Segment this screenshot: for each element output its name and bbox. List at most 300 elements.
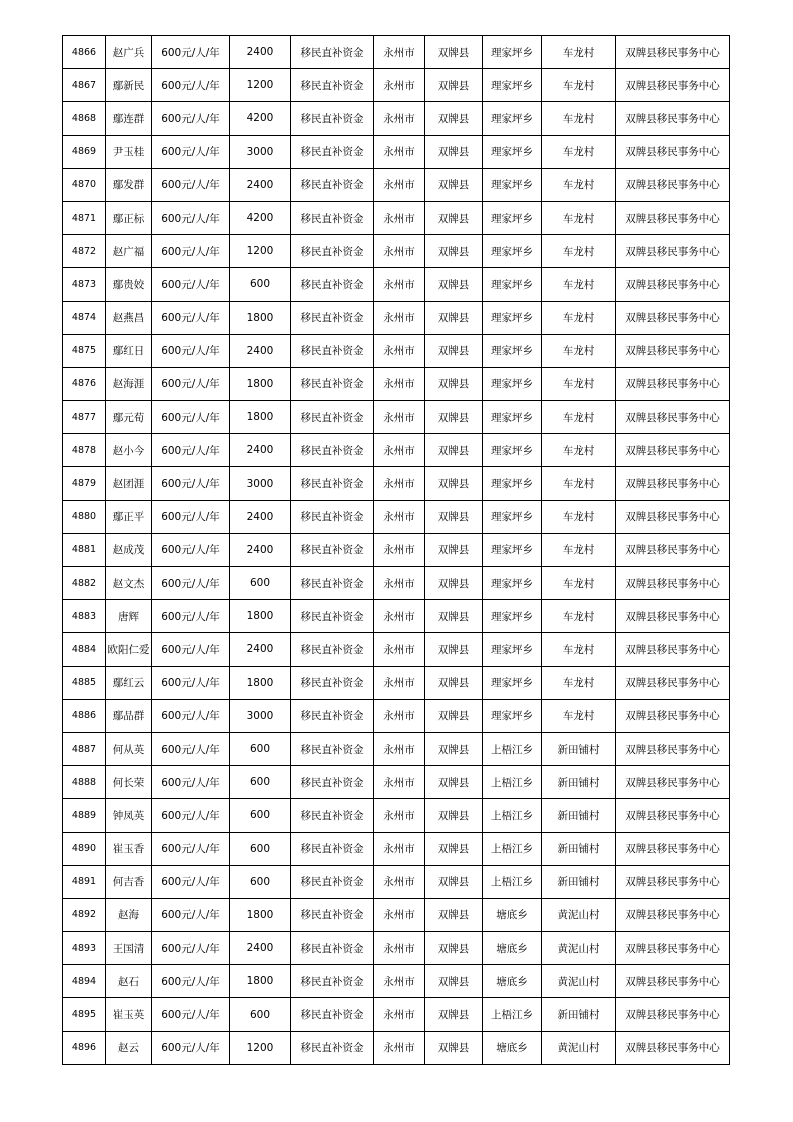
city-cell: 永州市 xyxy=(374,932,425,965)
city-cell: 永州市 xyxy=(374,533,425,566)
township-cell: 理家坪乡 xyxy=(483,334,542,367)
name-cell: 鄢连群 xyxy=(106,102,152,135)
township-cell: 理家坪乡 xyxy=(483,235,542,268)
township-cell: 上梧江乡 xyxy=(483,766,542,799)
table-row xyxy=(63,434,730,467)
village-cell: 新田铺村 xyxy=(542,832,616,865)
city-cell: 永州市 xyxy=(374,334,425,367)
fund-type-cell: 移民直补资金 xyxy=(291,865,374,898)
township-cell: 理家坪乡 xyxy=(483,367,542,400)
county-cell: 双牌县 xyxy=(425,633,483,666)
county-cell: 双牌县 xyxy=(425,932,483,965)
name-cell: 赵广兵 xyxy=(106,36,152,69)
amount-cell: 1800 xyxy=(230,965,291,998)
fund-type-cell: 移民直补资金 xyxy=(291,367,374,400)
table-row xyxy=(63,135,730,168)
amount-cell: 2400 xyxy=(230,500,291,533)
row-number-cell: 4879 xyxy=(63,467,106,500)
amount-cell: 600 xyxy=(230,732,291,765)
standard-cell: 600元/人/年 xyxy=(152,832,230,865)
name-cell: 赵燕昌 xyxy=(106,301,152,334)
name-cell: 何吉香 xyxy=(106,865,152,898)
amount-cell: 1800 xyxy=(230,401,291,434)
name-cell: 王国清 xyxy=(106,932,152,965)
name-cell: 欧阳仁爱 xyxy=(106,633,152,666)
name-cell: 鄢贵姣 xyxy=(106,268,152,301)
fund-type-cell: 移民直补资金 xyxy=(291,500,374,533)
amount-cell: 600 xyxy=(230,865,291,898)
agency-cell: 双牌县移民事务中心 xyxy=(616,500,730,533)
township-cell: 上梧江乡 xyxy=(483,998,542,1031)
county-cell: 双牌县 xyxy=(425,799,483,832)
agency-cell: 双牌县移民事务中心 xyxy=(616,600,730,633)
amount-cell: 600 xyxy=(230,268,291,301)
village-cell: 车龙村 xyxy=(542,633,616,666)
county-cell: 双牌县 xyxy=(425,766,483,799)
agency-cell: 双牌县移民事务中心 xyxy=(616,832,730,865)
village-cell: 车龙村 xyxy=(542,69,616,102)
fund-type-cell: 移民直补资金 xyxy=(291,135,374,168)
name-cell: 赵海 xyxy=(106,898,152,931)
agency-cell: 双牌县移民事务中心 xyxy=(616,533,730,566)
row-number-cell: 4880 xyxy=(63,500,106,533)
county-cell: 双牌县 xyxy=(425,367,483,400)
county-cell: 双牌县 xyxy=(425,434,483,467)
village-cell: 车龙村 xyxy=(542,367,616,400)
row-number-cell: 4884 xyxy=(63,633,106,666)
name-cell: 赵广福 xyxy=(106,235,152,268)
amount-cell: 1200 xyxy=(230,1031,291,1064)
table-row xyxy=(63,965,730,998)
fund-type-cell: 移民直补资金 xyxy=(291,666,374,699)
village-cell: 车龙村 xyxy=(542,434,616,467)
agency-cell: 双牌县移民事务中心 xyxy=(616,898,730,931)
name-cell: 赵文杰 xyxy=(106,567,152,600)
row-number-cell: 4874 xyxy=(63,301,106,334)
row-number-cell: 4873 xyxy=(63,268,106,301)
county-cell: 双牌县 xyxy=(425,865,483,898)
row-number-cell: 4896 xyxy=(63,1031,106,1064)
standard-cell: 600元/人/年 xyxy=(152,865,230,898)
name-cell: 鄢品群 xyxy=(106,699,152,732)
fund-type-cell: 移民直补资金 xyxy=(291,235,374,268)
township-cell: 上梧江乡 xyxy=(483,732,542,765)
city-cell: 永州市 xyxy=(374,36,425,69)
amount-cell: 2400 xyxy=(230,533,291,566)
standard-cell: 600元/人/年 xyxy=(152,1031,230,1064)
table-row xyxy=(63,367,730,400)
name-cell: 鄢红日 xyxy=(106,334,152,367)
fund-type-cell: 移民直补资金 xyxy=(291,268,374,301)
name-cell: 赵团涯 xyxy=(106,467,152,500)
village-cell: 车龙村 xyxy=(542,533,616,566)
standard-cell: 600元/人/年 xyxy=(152,201,230,234)
county-cell: 双牌县 xyxy=(425,500,483,533)
county-cell: 双牌县 xyxy=(425,268,483,301)
city-cell: 永州市 xyxy=(374,268,425,301)
row-number-cell: 4883 xyxy=(63,600,106,633)
table-row xyxy=(63,932,730,965)
city-cell: 永州市 xyxy=(374,699,425,732)
village-cell: 车龙村 xyxy=(542,699,616,732)
city-cell: 永州市 xyxy=(374,434,425,467)
county-cell: 双牌县 xyxy=(425,998,483,1031)
standard-cell: 600元/人/年 xyxy=(152,500,230,533)
fund-type-cell: 移民直补资金 xyxy=(291,732,374,765)
agency-cell: 双牌县移民事务中心 xyxy=(616,168,730,201)
township-cell: 理家坪乡 xyxy=(483,36,542,69)
township-cell: 理家坪乡 xyxy=(483,699,542,732)
fund-type-cell: 移民直补资金 xyxy=(291,699,374,732)
table-row xyxy=(63,467,730,500)
agency-cell: 双牌县移民事务中心 xyxy=(616,932,730,965)
table-row xyxy=(63,666,730,699)
standard-cell: 600元/人/年 xyxy=(152,367,230,400)
standard-cell: 600元/人/年 xyxy=(152,732,230,765)
name-cell: 鄢发群 xyxy=(106,168,152,201)
row-number-cell: 4885 xyxy=(63,666,106,699)
row-number-cell: 4888 xyxy=(63,766,106,799)
amount-cell: 1800 xyxy=(230,367,291,400)
fund-type-cell: 移民直补资金 xyxy=(291,600,374,633)
fund-type-cell: 移民直补资金 xyxy=(291,1031,374,1064)
township-cell: 塘底乡 xyxy=(483,932,542,965)
city-cell: 永州市 xyxy=(374,401,425,434)
city-cell: 永州市 xyxy=(374,102,425,135)
city-cell: 永州市 xyxy=(374,998,425,1031)
village-cell: 新田铺村 xyxy=(542,865,616,898)
table-row xyxy=(63,633,730,666)
fund-type-cell: 移民直补资金 xyxy=(291,434,374,467)
standard-cell: 600元/人/年 xyxy=(152,898,230,931)
village-cell: 黄泥山村 xyxy=(542,965,616,998)
row-number-cell: 4892 xyxy=(63,898,106,931)
township-cell: 理家坪乡 xyxy=(483,135,542,168)
standard-cell: 600元/人/年 xyxy=(152,168,230,201)
fund-type-cell: 移民直补资金 xyxy=(291,334,374,367)
row-number-cell: 4869 xyxy=(63,135,106,168)
township-cell: 塘底乡 xyxy=(483,1031,542,1064)
county-cell: 双牌县 xyxy=(425,69,483,102)
row-number-cell: 4866 xyxy=(63,36,106,69)
row-number-cell: 4871 xyxy=(63,201,106,234)
city-cell: 永州市 xyxy=(374,135,425,168)
standard-cell: 600元/人/年 xyxy=(152,766,230,799)
standard-cell: 600元/人/年 xyxy=(152,467,230,500)
village-cell: 黄泥山村 xyxy=(542,1031,616,1064)
table-row xyxy=(63,301,730,334)
fund-type-cell: 移民直补资金 xyxy=(291,932,374,965)
amount-cell: 1200 xyxy=(230,69,291,102)
standard-cell: 600元/人/年 xyxy=(152,567,230,600)
village-cell: 车龙村 xyxy=(542,102,616,135)
standard-cell: 600元/人/年 xyxy=(152,633,230,666)
standard-cell: 600元/人/年 xyxy=(152,932,230,965)
name-cell: 何长荣 xyxy=(106,766,152,799)
amount-cell: 1800 xyxy=(230,666,291,699)
county-cell: 双牌县 xyxy=(425,334,483,367)
township-cell: 理家坪乡 xyxy=(483,434,542,467)
table-row xyxy=(63,401,730,434)
table-row xyxy=(63,766,730,799)
table-row xyxy=(63,533,730,566)
city-cell: 永州市 xyxy=(374,168,425,201)
city-cell: 永州市 xyxy=(374,69,425,102)
agency-cell: 双牌县移民事务中心 xyxy=(616,434,730,467)
county-cell: 双牌县 xyxy=(425,666,483,699)
county-cell: 双牌县 xyxy=(425,699,483,732)
city-cell: 永州市 xyxy=(374,666,425,699)
amount-cell: 4200 xyxy=(230,201,291,234)
amount-cell: 600 xyxy=(230,799,291,832)
village-cell: 车龙村 xyxy=(542,301,616,334)
amount-cell: 2400 xyxy=(230,633,291,666)
name-cell: 鄢元荀 xyxy=(106,401,152,434)
row-number-cell: 4890 xyxy=(63,832,106,865)
city-cell: 永州市 xyxy=(374,766,425,799)
fund-type-cell: 移民直补资金 xyxy=(291,168,374,201)
city-cell: 永州市 xyxy=(374,500,425,533)
township-cell: 理家坪乡 xyxy=(483,69,542,102)
table-row xyxy=(63,898,730,931)
agency-cell: 双牌县移民事务中心 xyxy=(616,633,730,666)
agency-cell: 双牌县移民事务中心 xyxy=(616,135,730,168)
village-cell: 新田铺村 xyxy=(542,998,616,1031)
amount-cell: 1200 xyxy=(230,235,291,268)
township-cell: 理家坪乡 xyxy=(483,201,542,234)
agency-cell: 双牌县移民事务中心 xyxy=(616,235,730,268)
amount-cell: 2400 xyxy=(230,334,291,367)
township-cell: 理家坪乡 xyxy=(483,500,542,533)
fund-type-cell: 移民直补资金 xyxy=(291,567,374,600)
village-cell: 新田铺村 xyxy=(542,732,616,765)
table-row xyxy=(63,799,730,832)
village-cell: 车龙村 xyxy=(542,600,616,633)
amount-cell: 600 xyxy=(230,766,291,799)
city-cell: 永州市 xyxy=(374,732,425,765)
county-cell: 双牌县 xyxy=(425,600,483,633)
fund-type-cell: 移民直补资金 xyxy=(291,69,374,102)
city-cell: 永州市 xyxy=(374,832,425,865)
county-cell: 双牌县 xyxy=(425,732,483,765)
township-cell: 理家坪乡 xyxy=(483,301,542,334)
county-cell: 双牌县 xyxy=(425,467,483,500)
township-cell: 理家坪乡 xyxy=(483,567,542,600)
county-cell: 双牌县 xyxy=(425,533,483,566)
amount-cell: 2400 xyxy=(230,36,291,69)
township-cell: 理家坪乡 xyxy=(483,168,542,201)
standard-cell: 600元/人/年 xyxy=(152,334,230,367)
row-number-cell: 4867 xyxy=(63,69,106,102)
agency-cell: 双牌县移民事务中心 xyxy=(616,699,730,732)
township-cell: 理家坪乡 xyxy=(483,666,542,699)
table-row xyxy=(63,201,730,234)
agency-cell: 双牌县移民事务中心 xyxy=(616,799,730,832)
village-cell: 车龙村 xyxy=(542,334,616,367)
township-cell: 理家坪乡 xyxy=(483,533,542,566)
standard-cell: 600元/人/年 xyxy=(152,102,230,135)
village-cell: 黄泥山村 xyxy=(542,898,616,931)
amount-cell: 600 xyxy=(230,567,291,600)
agency-cell: 双牌县移民事务中心 xyxy=(616,666,730,699)
agency-cell: 双牌县移民事务中心 xyxy=(616,865,730,898)
table-row xyxy=(63,500,730,533)
township-cell: 塘底乡 xyxy=(483,898,542,931)
standard-cell: 600元/人/年 xyxy=(152,268,230,301)
document-page xyxy=(62,35,730,1065)
table-row xyxy=(63,36,730,69)
row-number-cell: 4886 xyxy=(63,699,106,732)
table-row xyxy=(63,567,730,600)
amount-cell: 600 xyxy=(230,998,291,1031)
table-row xyxy=(63,1031,730,1064)
village-cell: 车龙村 xyxy=(542,168,616,201)
township-cell: 理家坪乡 xyxy=(483,268,542,301)
standard-cell: 600元/人/年 xyxy=(152,36,230,69)
agency-cell: 双牌县移民事务中心 xyxy=(616,69,730,102)
fund-type-cell: 移民直补资金 xyxy=(291,832,374,865)
village-cell: 黄泥山村 xyxy=(542,932,616,965)
fund-type-cell: 移民直补资金 xyxy=(291,301,374,334)
amount-cell: 3000 xyxy=(230,699,291,732)
city-cell: 永州市 xyxy=(374,367,425,400)
city-cell: 永州市 xyxy=(374,965,425,998)
fund-type-cell: 移民直补资金 xyxy=(291,36,374,69)
fund-type-cell: 移民直补资金 xyxy=(291,766,374,799)
agency-cell: 双牌县移民事务中心 xyxy=(616,567,730,600)
amount-cell: 2400 xyxy=(230,932,291,965)
row-number-cell: 4882 xyxy=(63,567,106,600)
county-cell: 双牌县 xyxy=(425,401,483,434)
agency-cell: 双牌县移民事务中心 xyxy=(616,1031,730,1064)
table-row xyxy=(63,235,730,268)
city-cell: 永州市 xyxy=(374,1031,425,1064)
name-cell: 鄢正标 xyxy=(106,201,152,234)
township-cell: 理家坪乡 xyxy=(483,401,542,434)
city-cell: 永州市 xyxy=(374,600,425,633)
standard-cell: 600元/人/年 xyxy=(152,998,230,1031)
row-number-cell: 4870 xyxy=(63,168,106,201)
township-cell: 理家坪乡 xyxy=(483,633,542,666)
standard-cell: 600元/人/年 xyxy=(152,434,230,467)
county-cell: 双牌县 xyxy=(425,135,483,168)
table-row xyxy=(63,268,730,301)
table-row xyxy=(63,69,730,102)
table-row xyxy=(63,168,730,201)
township-cell: 上梧江乡 xyxy=(483,865,542,898)
agency-cell: 双牌县移民事务中心 xyxy=(616,401,730,434)
village-cell: 车龙村 xyxy=(542,268,616,301)
township-cell: 理家坪乡 xyxy=(483,102,542,135)
name-cell: 赵海涯 xyxy=(106,367,152,400)
village-cell: 新田铺村 xyxy=(542,799,616,832)
table-row xyxy=(63,334,730,367)
city-cell: 永州市 xyxy=(374,467,425,500)
standard-cell: 600元/人/年 xyxy=(152,666,230,699)
township-cell: 上梧江乡 xyxy=(483,832,542,865)
standard-cell: 600元/人/年 xyxy=(152,799,230,832)
table-row xyxy=(63,699,730,732)
amount-cell: 3000 xyxy=(230,467,291,500)
amount-cell: 2400 xyxy=(230,434,291,467)
name-cell: 赵小今 xyxy=(106,434,152,467)
county-cell: 双牌县 xyxy=(425,965,483,998)
fund-type-cell: 移民直补资金 xyxy=(291,998,374,1031)
agency-cell: 双牌县移民事务中心 xyxy=(616,36,730,69)
village-cell: 车龙村 xyxy=(542,500,616,533)
table-row xyxy=(63,832,730,865)
standard-cell: 600元/人/年 xyxy=(152,600,230,633)
fund-type-cell: 移民直补资金 xyxy=(291,102,374,135)
county-cell: 双牌县 xyxy=(425,36,483,69)
row-number-cell: 4881 xyxy=(63,533,106,566)
row-number-cell: 4877 xyxy=(63,401,106,434)
name-cell: 鄢红云 xyxy=(106,666,152,699)
village-cell: 车龙村 xyxy=(542,567,616,600)
fund-type-cell: 移民直补资金 xyxy=(291,201,374,234)
standard-cell: 600元/人/年 xyxy=(152,69,230,102)
amount-cell: 1800 xyxy=(230,301,291,334)
fund-type-cell: 移民直补资金 xyxy=(291,633,374,666)
agency-cell: 双牌县移民事务中心 xyxy=(616,367,730,400)
amount-cell: 4200 xyxy=(230,102,291,135)
village-cell: 车龙村 xyxy=(542,36,616,69)
village-cell: 车龙村 xyxy=(542,201,616,234)
row-number-cell: 4878 xyxy=(63,434,106,467)
fund-type-cell: 移民直补资金 xyxy=(291,898,374,931)
township-cell: 塘底乡 xyxy=(483,965,542,998)
village-cell: 车龙村 xyxy=(542,235,616,268)
standard-cell: 600元/人/年 xyxy=(152,699,230,732)
agency-cell: 双牌县移民事务中心 xyxy=(616,334,730,367)
amount-cell: 1800 xyxy=(230,898,291,931)
city-cell: 永州市 xyxy=(374,898,425,931)
row-number-cell: 4893 xyxy=(63,932,106,965)
county-cell: 双牌县 xyxy=(425,235,483,268)
village-cell: 车龙村 xyxy=(542,666,616,699)
table-row xyxy=(63,732,730,765)
fund-type-cell: 移民直补资金 xyxy=(291,965,374,998)
agency-cell: 双牌县移民事务中心 xyxy=(616,201,730,234)
name-cell: 唐辉 xyxy=(106,600,152,633)
city-cell: 永州市 xyxy=(374,235,425,268)
row-number-cell: 4876 xyxy=(63,367,106,400)
agency-cell: 双牌县移民事务中心 xyxy=(616,467,730,500)
row-number-cell: 4895 xyxy=(63,998,106,1031)
city-cell: 永州市 xyxy=(374,301,425,334)
village-cell: 车龙村 xyxy=(542,401,616,434)
agency-cell: 双牌县移民事务中心 xyxy=(616,766,730,799)
amount-cell: 2400 xyxy=(230,168,291,201)
agency-cell: 双牌县移民事务中心 xyxy=(616,268,730,301)
row-number-cell: 4891 xyxy=(63,865,106,898)
row-number-cell: 4872 xyxy=(63,235,106,268)
row-number-cell: 4894 xyxy=(63,965,106,998)
village-cell: 车龙村 xyxy=(542,467,616,500)
name-cell: 赵石 xyxy=(106,965,152,998)
name-cell: 钟凤英 xyxy=(106,799,152,832)
fund-type-cell: 移民直补资金 xyxy=(291,533,374,566)
standard-cell: 600元/人/年 xyxy=(152,235,230,268)
county-cell: 双牌县 xyxy=(425,201,483,234)
row-number-cell: 4868 xyxy=(63,102,106,135)
village-cell: 车龙村 xyxy=(542,135,616,168)
subsidy-table xyxy=(62,35,730,1065)
township-cell: 上梧江乡 xyxy=(483,799,542,832)
row-number-cell: 4887 xyxy=(63,732,106,765)
name-cell: 赵云 xyxy=(106,1031,152,1064)
county-cell: 双牌县 xyxy=(425,898,483,931)
